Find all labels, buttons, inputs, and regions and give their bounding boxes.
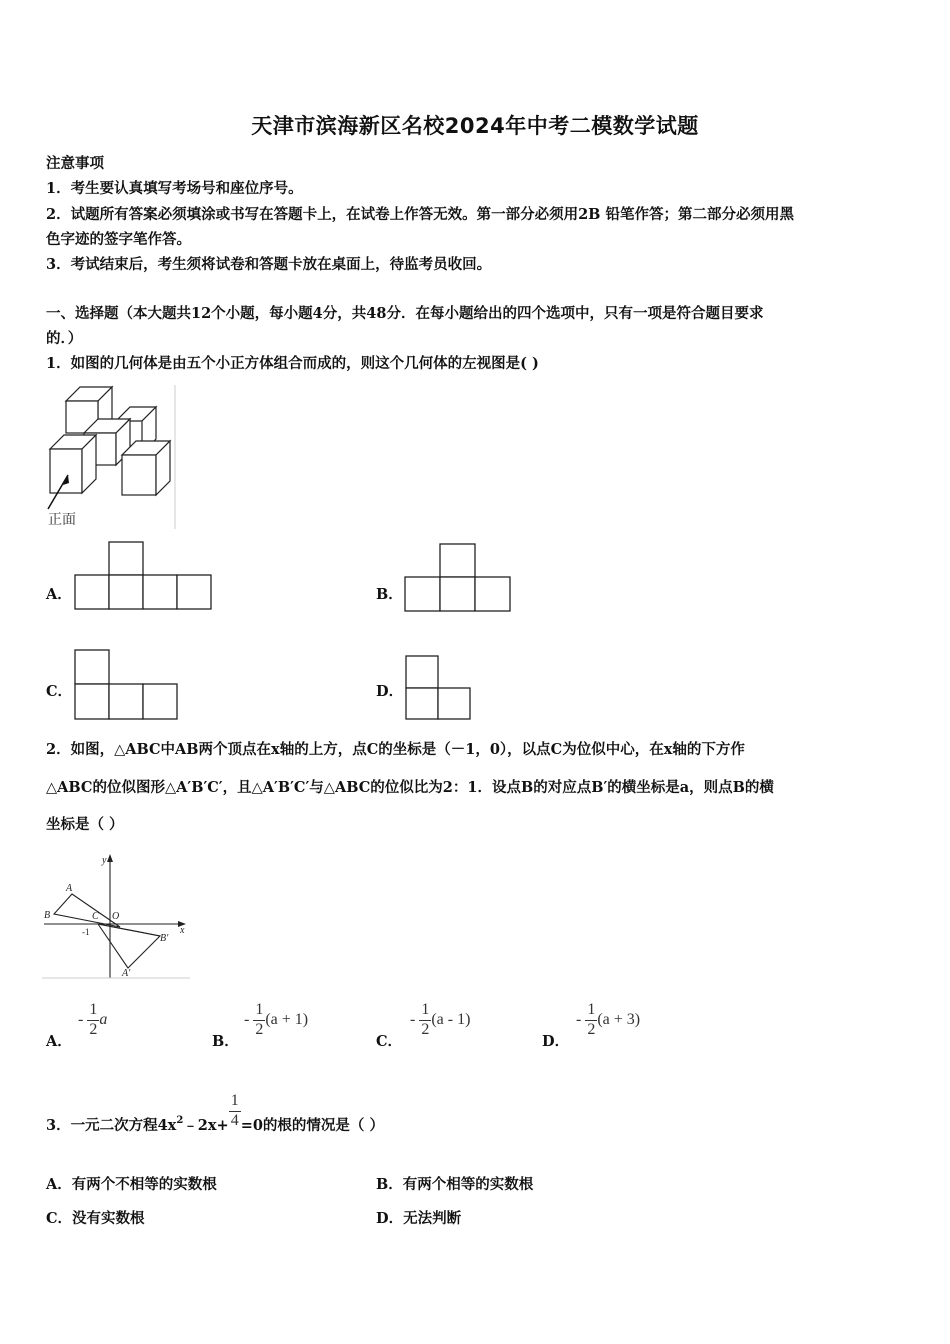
q2-label-o: O	[112, 911, 120, 922]
numerator: 1	[255, 1001, 264, 1018]
q1-figure-caption: 正面	[48, 512, 76, 528]
q3-stem-post: =0的根的情况是（ ）	[240, 1117, 384, 1134]
q2-option-a-expr	[78, 1002, 107, 1039]
q2-option-c-label: C．	[376, 1033, 403, 1050]
q3-option-a	[46, 1173, 217, 1194]
fraction	[87, 1002, 99, 1039]
q2-option-d-expr	[576, 1002, 640, 1039]
q2-option-c-expr	[410, 1002, 470, 1039]
q2-label-x: x	[180, 925, 185, 936]
denominator: 2	[587, 1020, 596, 1038]
q1-stem: 1．如图的几何体是由五个小正方体组合而成的，则这个几何体的左视图是( )	[46, 355, 539, 372]
q3-option-c	[46, 1207, 145, 1228]
tail: (a + 3)	[597, 1010, 641, 1028]
q2-option-d-label: D．	[542, 1033, 570, 1050]
numerator: 1	[587, 1001, 596, 1018]
q2-option-a-label: A．	[46, 1033, 72, 1050]
q2-stem-line3: 坐标是（ ）	[46, 816, 124, 833]
q3-stem-pre: 3．一元二次方程4x	[46, 1117, 177, 1134]
option-text: 有两个不相等的实数根	[71, 1176, 217, 1193]
q2-label-c: C	[92, 911, 99, 922]
denominator: 2	[255, 1020, 264, 1038]
fraction	[253, 1002, 265, 1039]
q1-option-d-view	[404, 654, 474, 722]
notice-heading: 注意事项	[46, 155, 104, 172]
q2-label-b-prime: B′	[160, 933, 169, 944]
q3-exponent: 2	[176, 1115, 184, 1126]
denominator: 2	[421, 1020, 430, 1038]
fraction	[585, 1002, 597, 1039]
q2-label-y: y	[102, 855, 107, 866]
q3-option-b	[376, 1173, 533, 1194]
q2-label-b: B	[44, 910, 51, 921]
option-label: D．	[376, 1210, 404, 1227]
q2-option-b-expr	[244, 1002, 308, 1039]
q1-option-c-label: C．	[46, 683, 73, 700]
q1-option-b-label: B．	[376, 586, 403, 603]
notice-item-2-cont: 色字迹的签字笔作答。	[46, 231, 191, 248]
page-title: 天津市滨海新区名校2024年中考二模数学试题	[251, 114, 699, 138]
notice-item-3: 3．考试结束后，考生须将试卷和答题卡放在桌面上，待监考员收回。	[46, 256, 492, 273]
q1-option-c-view	[74, 648, 182, 722]
sign: -	[78, 1010, 84, 1028]
notice-item-2: 2．试题所有答案必须填涂或书写在答题卡上，在试卷上作答无效。第一部分必须用2B 铅笔作答；第二部分必须用黑	[46, 206, 794, 223]
option-text: 有两个相等的实数根	[402, 1176, 534, 1193]
q1-option-b-view	[404, 542, 514, 614]
sign: -	[576, 1010, 582, 1028]
q2-coordinate-figure	[42, 850, 192, 982]
q1-option-a-label: A．	[46, 586, 72, 603]
option-text: 无法判断	[403, 1210, 462, 1227]
q1-option-a-view	[74, 540, 216, 612]
section-heading: 一、选择题（本大题共12个小题，每小题4分，共48分．在每小题给出的四个选项中，只有一项是符合题目要求	[46, 305, 764, 322]
option-label: A．	[46, 1176, 72, 1193]
q2-label-a: A	[66, 883, 73, 894]
notice-item-1: 1．考生要认真填写考场号和座位序号。	[46, 180, 303, 197]
q3-stem-mid: ﹣2x+	[183, 1117, 229, 1134]
denominator: 2	[89, 1020, 98, 1038]
numerator: 1	[89, 1001, 98, 1018]
numerator: 1	[421, 1001, 430, 1018]
tail: (a + 1)	[265, 1010, 309, 1028]
fraction	[419, 1002, 431, 1039]
q2-stem-line1: 2．如图，△ABC中AB两个顶点在x轴的上方，点C的坐标是（－1，0），以点C为位似中心，在x轴的下方作	[46, 741, 745, 758]
option-label: C．	[46, 1210, 73, 1227]
q3-stem	[46, 1088, 384, 1135]
denominator: 4	[230, 1112, 239, 1129]
section-heading-cont: 的．）	[46, 330, 83, 347]
q2-option-b-label: B．	[212, 1033, 239, 1050]
sign: -	[410, 1010, 416, 1028]
tail: a	[99, 1010, 108, 1028]
q1-option-d-label: D．	[376, 683, 404, 700]
sign: -	[244, 1010, 250, 1028]
q2-label-a-prime: A′	[122, 968, 131, 979]
q2-label-minus1: -1	[82, 927, 90, 937]
q2-stem-line2: △ABC的位似图形△A′B′C′，且△A′B′C′与△ABC的位似比为2：1．设点B的对应点B′的横坐标是a，则点B的横	[46, 779, 774, 796]
option-label: B．	[376, 1176, 403, 1193]
q3-fraction	[229, 1093, 241, 1130]
numerator: 1	[230, 1092, 239, 1110]
tail: (a - 1)	[431, 1010, 471, 1028]
q3-option-d	[376, 1207, 461, 1228]
option-text: 没有实数根	[72, 1210, 145, 1227]
